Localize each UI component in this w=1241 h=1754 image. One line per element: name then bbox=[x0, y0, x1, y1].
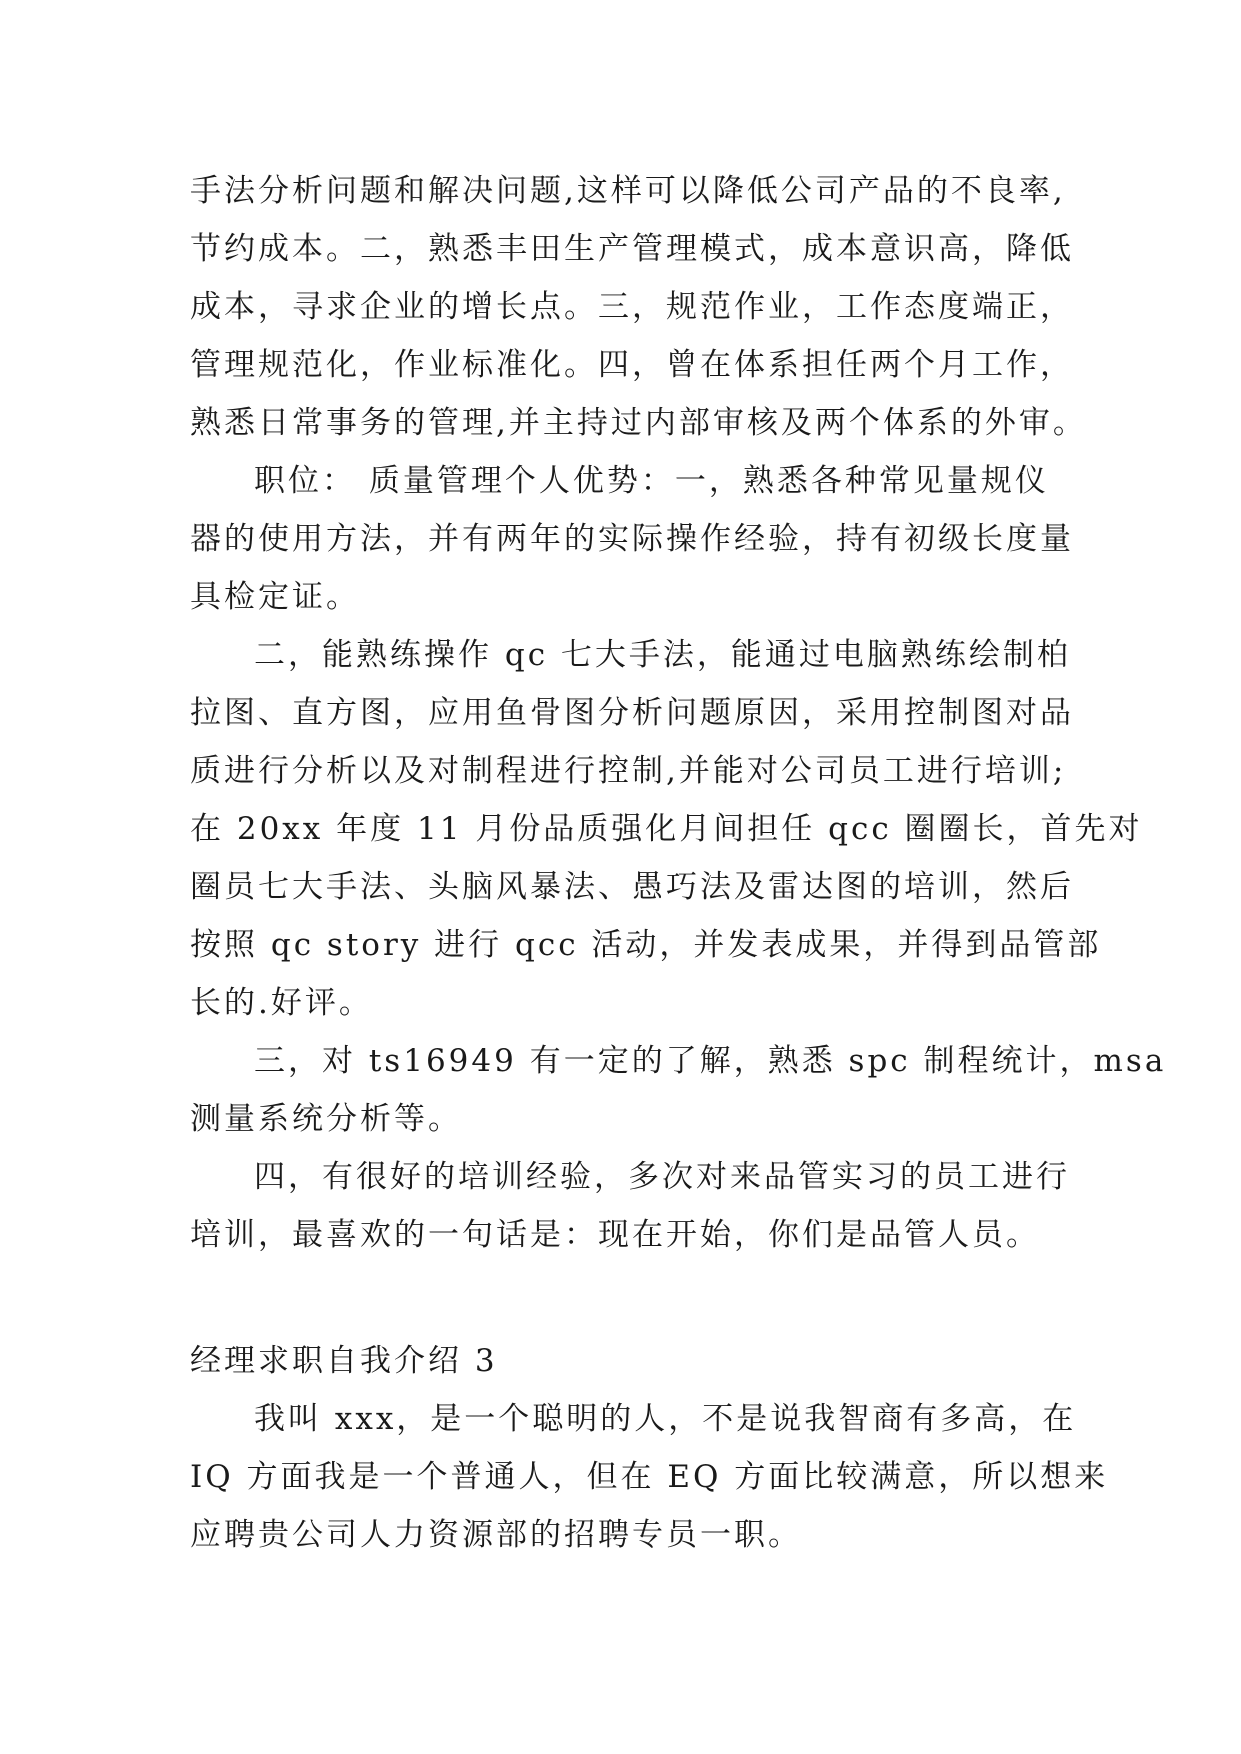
section-spacer bbox=[190, 1264, 1090, 1332]
text-line: 三，对 ts16949 有一定的了解，熟悉 spc 制程统计，msa bbox=[254, 1043, 1167, 1079]
paragraph-training bbox=[190, 1148, 1090, 1264]
text-line: 手法分析问题和解决问题,这样可以降低公司产品的不良率, bbox=[190, 173, 1066, 209]
text-line: 在 20xx 年度 11 月份品质强化月间担任 qcc 圈圈长，首先对 bbox=[190, 811, 1143, 847]
text-line: 熟悉日常事务的管理,并主持过内部审核及两个体系的外审。 bbox=[190, 405, 1087, 441]
text-line: 职位： 质量管理个人优势：一，熟悉各种常见量规仪 bbox=[254, 463, 1049, 499]
paragraph-self-intro bbox=[190, 1390, 1109, 1564]
text-line: 成本，寻求企业的增长点。三，规范作业，工作态度端正， bbox=[190, 289, 1074, 325]
paragraph-qc-tools bbox=[190, 626, 1143, 1032]
text-line: 应聘贵公司人力资源部的招聘专员一职。 bbox=[190, 1517, 802, 1553]
text-line: 圈员七大手法、头脑风暴法、愚巧法及雷达图的培训，然后 bbox=[190, 869, 1074, 905]
text-line: 节约成本。二，熟悉丰田生产管理模式，成本意识高，降低 bbox=[190, 231, 1074, 267]
paragraph-ts16949 bbox=[190, 1032, 1167, 1148]
text-line: 拉图、直方图，应用鱼骨图分析问题原因，采用控制图对品 bbox=[190, 695, 1074, 731]
text-line: 二，能熟练操作 qc 七大手法，能通过电脑熟练绘制柏 bbox=[254, 637, 1071, 673]
text-line: 质进行分析以及对制程进行控制,并能对公司员工进行培训; bbox=[190, 753, 1067, 789]
text-line: 管理规范化，作业标准化。四，曾在体系担任两个月工作， bbox=[190, 347, 1074, 383]
text-line: 按照 qc story 进行 qcc 活动，并发表成果，并得到品管部 bbox=[190, 927, 1102, 963]
text-line: 我叫 xxx，是一个聪明的人，不是说我智商有多高，在 bbox=[254, 1401, 1077, 1437]
text-line: IQ 方面我是一个普通人，但在 EQ 方面比较满意，所以想来 bbox=[190, 1459, 1109, 1495]
text-line: 长的.好评。 bbox=[190, 985, 373, 1021]
text-line: 器的使用方法，并有两年的实际操作经验，持有初级长度量 bbox=[190, 521, 1074, 557]
paragraph-position-quality bbox=[190, 452, 1090, 626]
paragraph-advantages-continued bbox=[190, 162, 1090, 452]
text-line: 四，有很好的培训经验，多次对来品管实习的员工进行 bbox=[254, 1159, 1070, 1195]
text-line: 测量系统分析等。 bbox=[190, 1101, 462, 1137]
section-heading: 经理求职自我介绍 3 bbox=[190, 1343, 498, 1379]
text-line: 具检定证。 bbox=[190, 579, 360, 615]
text-line: 培训，最喜欢的一句话是：现在开始，你们是品管人员。 bbox=[190, 1217, 1040, 1253]
document-body bbox=[190, 162, 1167, 1564]
